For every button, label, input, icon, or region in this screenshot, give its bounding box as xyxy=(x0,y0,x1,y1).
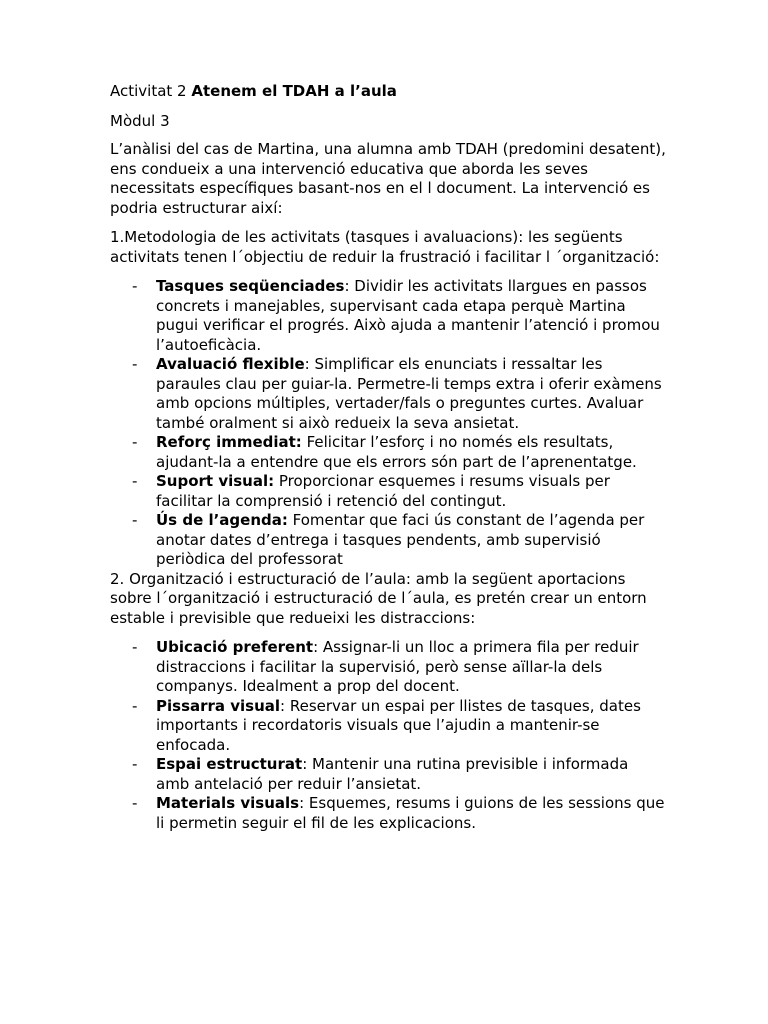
bullet-dash: - xyxy=(132,755,138,773)
list-item xyxy=(110,355,666,433)
item-term: Pissarra visual xyxy=(156,696,281,715)
bullet-dash: - xyxy=(132,696,138,715)
activity-title-prefix: Activitat 2 xyxy=(110,82,192,100)
list-item xyxy=(110,277,666,355)
item-text: : Simplificar els enunciats i ressaltar les paraules clau per guiar-la. Permetre-li temps extra i oferir exàmens amb opcions múltiples, vertader/fals o preguntes curtes. Avaluar també oralment si això redueix la seva ansietat. xyxy=(156,355,662,432)
section-2-heading: 2. Organització i estructuració de l’aula: amb la següent aportacions sobre l´organització i estructuració de l´aula, es pretén crear un entorn estable i previsible que redueixi les distraccions: xyxy=(110,569,647,627)
list-item xyxy=(110,755,666,794)
list-item xyxy=(110,794,666,833)
module-label: Mòdul 3 xyxy=(110,111,170,130)
bullet-dash: - xyxy=(132,794,138,812)
item-text: Fomentar que faci ús constant de l’agenda per anotar dates d’entrega i tasques pendents, amb supervisió periòdica del professorat xyxy=(156,511,645,568)
item-term: Suport visual: xyxy=(156,472,275,490)
bullet-dash: - xyxy=(132,511,138,529)
activity-title-bold: Atenem el TDAH a l’aula xyxy=(191,82,397,100)
section-1-heading: 1.Metodologia de les activitats (tasques i avaluacions): les següents activitats tenen l´objectiu de reduir la frustració i facilitar l ´organització: xyxy=(110,228,660,266)
item-text: Proporcionar esquemes i resums visuals per facilitar la comprensió i retenció del contingut. xyxy=(156,472,610,510)
section-1-list xyxy=(110,277,666,570)
item-text: Felicitar l’esforç i no només els resultats, ajudant-la a entendre que els errors són part de l’aprenentatge. xyxy=(156,433,637,471)
item-text: : Assignar-li un lloc a primera fila per reduir distraccions i facilitar la supervisió, però sense aïllar-la dels companys. Idealment a prop del docent. xyxy=(156,638,639,695)
bullet-dash: - xyxy=(132,433,138,451)
bullet-dash: - xyxy=(132,277,138,295)
bullet-dash: - xyxy=(132,638,138,656)
item-term: Avaluació flexible xyxy=(156,355,305,373)
activity-title xyxy=(110,82,666,102)
list-item xyxy=(110,433,666,472)
item-text: : Mantenir una rutina previsible i informada amb antelació per reduir l’ansietat. xyxy=(156,755,629,793)
section-2-list xyxy=(110,638,666,833)
list-item xyxy=(110,697,666,756)
intro-paragraph: L’anàlisi del cas de Martina, una alumna amb TDAH (predomini desatent), ens condueix a una intervenció educativa que aborda les seves necessitats específiques basant-nos en el l document. La intervenció es podria estructurar així: xyxy=(110,140,666,217)
item-text: : Reservar un espai per llistes de tasques, dates importants i recordatoris visuals que l’ajudin a mantenir-se enfocada. xyxy=(156,696,641,754)
list-item xyxy=(110,638,666,697)
document-body xyxy=(110,82,666,833)
list-item xyxy=(110,472,666,511)
item-text: : Esquemes, resums i guions de les sessions que li permetin seguir el fil de les explicacions. xyxy=(156,794,665,832)
item-term: Ubicació preferent xyxy=(156,638,314,656)
item-term: Tasques seqüenciades xyxy=(156,277,345,295)
item-term: Materials visuals xyxy=(156,794,300,812)
item-text: : Dividir les activitats llargues en passos concrets i manejables, supervisant cada etapa perquè Martina pugui verificar el progrés. Això ajuda a mantenir l’atenció i promou l’autoeficàcia. xyxy=(156,277,660,354)
item-term: Ús de l’agenda: xyxy=(156,511,288,529)
list-item xyxy=(110,511,666,570)
item-term: Reforç immediat: xyxy=(156,433,302,451)
bullet-dash: - xyxy=(132,355,138,373)
bullet-dash: - xyxy=(132,472,138,490)
item-term: Espai estructurat xyxy=(156,755,303,773)
